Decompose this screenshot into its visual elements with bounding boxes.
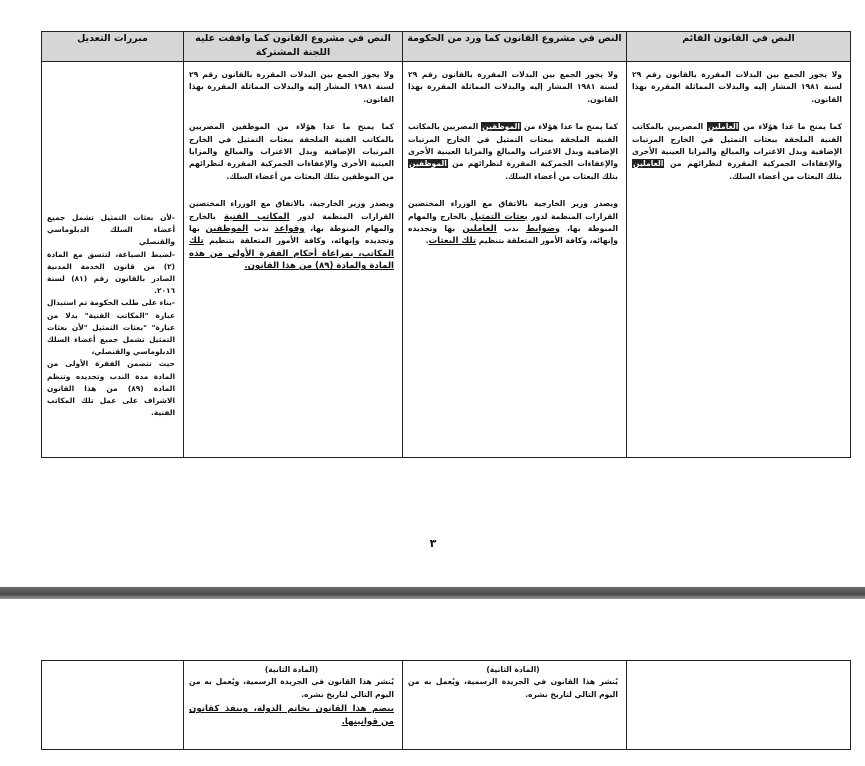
cell-current-law	[627, 661, 851, 750]
underlined-term: تلك البعثات	[428, 236, 477, 247]
underlined-term: ضوابط	[525, 224, 556, 235]
text-run: بتلك البعثات من أعضاء السلك.	[505, 171, 618, 181]
highlighted-term: الموظفين	[482, 122, 520, 132]
cell-current-law	[627, 62, 851, 458]
cell-committee-draft	[184, 62, 403, 458]
text-run: بها وتجديده وإنهائه، وكافة الأمور المتعلقة بتنظيم	[189, 224, 394, 246]
paragraph: كما يمنح ما عدا هؤلاء من الموظفين المصريين بالمكاتب الفنية الملحقة ببعثات التمثيل في الخارج المرتبات الإضافية وبدل الاغتراب والمبالغ والمزايا العينية الأخرى والإعفاءات الجمركية المقررة لنظرائهم من الموظفين بتلك البعثات من أعضاء السلك.	[189, 122, 394, 181]
underlined-term: وقواعد	[274, 224, 305, 235]
highlighted-term: الموظفين	[409, 159, 447, 169]
article-title: (المادة الثانية)	[486, 665, 540, 674]
header-committee-draft: النص في مشروع القانون كما وافقت عليه اللجنة المشتركة	[184, 32, 403, 62]
underlined-term: بعثات التمثيل	[470, 211, 528, 222]
text-run: كما يمنح ما عدا هؤلاء من	[520, 122, 618, 132]
text-run: ندب	[496, 224, 526, 234]
table-row	[42, 62, 851, 458]
justification-line: -بناء على طلب الحكومة تم استبدال عبارة "المكاتب الفنية" بدلا من عبارة" "بعثات التمثيل "لأن بعثات التمثيل تشمل جميع أعضاء السلك الدبلوماسي والقنصلي،	[47, 298, 175, 357]
highlighted-term: العاملين	[708, 122, 739, 132]
text-run: بالخارج والمهام المنوطة بها، و	[408, 211, 619, 234]
article-text: يُنشر هذا القانون في الجريدة الرسمية، ويُعمل به من اليوم التالي لتاريخ نشره.	[408, 677, 618, 699]
cell-government-draft	[403, 62, 627, 458]
header-government-draft: النص في مشروع القانون كما ورد من الحكومة	[403, 32, 627, 62]
table-header-row	[42, 32, 851, 62]
table-row	[42, 661, 851, 750]
cell-justifications	[42, 661, 184, 750]
page-separator	[0, 587, 865, 599]
text-run: المصريين بالمكاتب الفنية الملحقة ببعثات التمثيل في الخارج المرتبات الإضافية وبدل الاغتراب والمبالغ والمزايا العينية الأخرى والإعفاءات الجمركية المقررة لنظرائهم من	[632, 122, 842, 169]
header-current-law: النص في القانون القائم	[627, 32, 851, 62]
paragraph: ولا يجوز الجمع بين البدلات المقررة بالقانون رقم ٢٩ لسنة ١٩٨١ المشار إليه والبدلات المماثلة المقررة بهذا القانون.	[632, 70, 843, 104]
text-run: المصريين بالمكاتب الفنية الملحقة ببعثات التمثيل في الخارج المرتبات الإضافية وبدل الاغتراب والمبالغ والمزايا العينية الأخرى والإعفاءات الجمركية المقررة لنظرائهم من	[408, 122, 618, 169]
paragraph	[632, 121, 842, 183]
justification-line: -لضبط الصياغة، لتتسق مع المادة (٢) من قانون الخدمة المدنية الصادر بالقانون رقم (٨١) لسنة ٢٠١٦.	[47, 249, 175, 296]
text-run: ويصدر وزير الخارجية، بالاتفاق مع الوزراء المختصين القرارات المنظمة لدور	[189, 199, 395, 221]
cell-committee-draft	[184, 661, 403, 750]
text-run: بها وتجديده وإنهائه، وكافة الأمور المتعلقة بتنظيم	[408, 224, 618, 246]
article-text: يُنشر هذا القانون في الجريدة الرسمية، ويُعمل به من اليوم التالي لتاريخ نشره.	[189, 677, 394, 699]
page-number: ٣	[429, 537, 437, 550]
paragraph	[189, 198, 394, 272]
text-run: بالخارج والمهام المنوطة بها،	[189, 211, 394, 234]
underlined-term: العاملين	[462, 224, 497, 235]
header-justifications: مبررات التعديل	[42, 32, 184, 62]
comparison-table	[41, 31, 851, 458]
paragraph	[408, 121, 618, 183]
text-run: كما يمنح ما عدا هؤلاء من	[739, 122, 842, 132]
article-added-text: يبصم هذا القانون بخاتم الدولة، وينفذ كقانون من قوانينها.	[189, 704, 394, 727]
justification-line: حيث تتضمن الفقرة الأولى من المادة مدة الندب وتجديده وتنظم المادة (٨٩) من هذا القانون الاشراف على عمل تلك المكاتب الفنية.	[47, 359, 175, 418]
cell-government-draft	[403, 661, 627, 750]
underlined-term: المكاتب الفنية	[223, 211, 290, 222]
text-run: ويصدر وزير الخارجية بالاتفاق مع الوزراء المختصين القرارات المنظمة لدور	[408, 199, 618, 221]
text-run: ندب	[248, 224, 275, 234]
underlined-term: الموظفين	[205, 224, 249, 235]
text-run: بتلك البعثات من أعضاء السلك.	[729, 171, 842, 181]
highlighted-term: العاملين	[633, 159, 664, 169]
article-title: (المادة الثانية)	[264, 665, 319, 674]
paragraph: ولا يجوز الجمع بين البدلات المقررة بالقانون رقم ٢٩ لسنة ١٩٨١ المشار إليه والبدلات المماثلة المقررة بهذا القانون.	[408, 70, 619, 104]
justification-line: -لأن بعثات التمثيل تشمل جميع أعضاء السلك الدبلوماسي والقنصلي	[47, 213, 175, 247]
paragraph	[408, 198, 618, 248]
comparison-table-continued	[41, 660, 851, 750]
cell-justifications	[42, 62, 184, 458]
underlined-term: تلك المكاتب، بمراعاة أحكام الفقرة الأولى من هذه المادة والمادة (٨٩) من هذا القانون.	[189, 236, 394, 272]
text-run: .	[425, 236, 429, 246]
paragraph: ولا يجوز الجمع بين البدلات المقررة بالقانون رقم ٢٩ لسنة ١٩٨١ المشار إليه والبدلات المماثلة المقررة بهذا القانون.	[189, 70, 394, 104]
